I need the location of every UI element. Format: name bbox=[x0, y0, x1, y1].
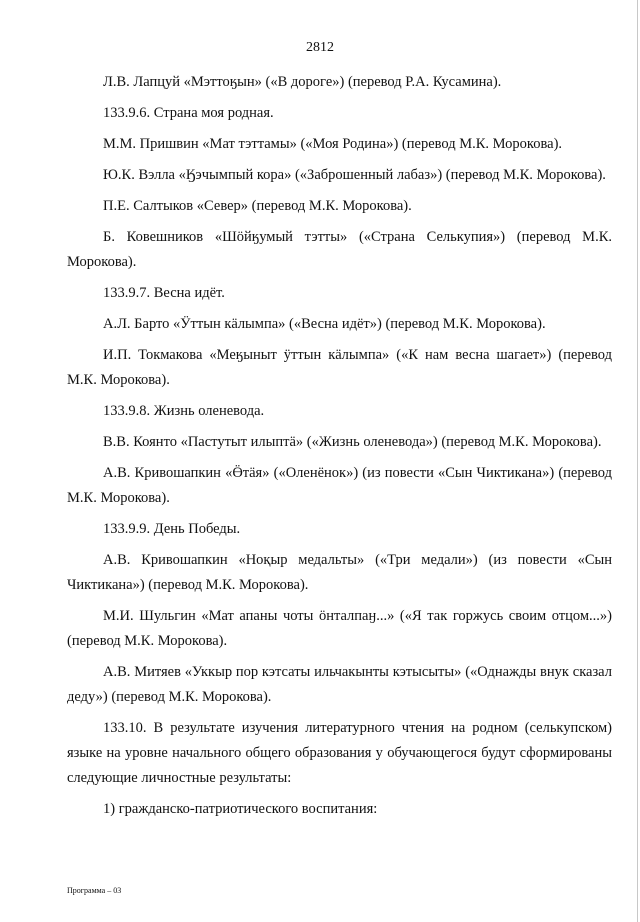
section-heading: 133.9.7. Весна идёт. bbox=[103, 285, 225, 301]
paragraph: А.В. Митяев «Уккыр пор кэтсаты ильчакынты кэтысыты» («Однажды внук сказал деду») (перевод М.К. Морокова). bbox=[67, 664, 612, 705]
paragraph: Б. Ковешников «Шӧйӄумый тэтты» («Страна Селькупия») (перевод М.К. Морокова). bbox=[67, 229, 612, 270]
paragraph: А.Л. Барто «Ӱттын кӓлымпа» («Весна идёт») (перевод М.К. Морокова). bbox=[103, 316, 546, 332]
footer-label: Программа – 03 bbox=[67, 886, 122, 895]
paragraph: 133.10. В результате изучения литературного чтения на родном (селькупском) языке на уровне начального общего образования у обучающегося будут сформированы следующие личностные результаты: bbox=[67, 720, 612, 786]
paragraph: А.В. Кривошапкин «Ӫтӓя» («Оленёнок») (из повести «Сын Чиктикана») (перевод М.К. Морокова). bbox=[67, 465, 612, 506]
paragraph: П.Е. Салтыков «Север» (перевод М.К. Морокова). bbox=[103, 198, 412, 214]
document-body bbox=[67, 70, 612, 828]
paragraph: М.И. Шульгин «Мат апаны чоты ӧнталпаӈ...» («Я так горжусь своим отцом...») (перевод М.К. Морокова). bbox=[67, 608, 612, 649]
paragraph: Л.В. Лапцуй «Мэттоӄын» («В дороге») (перевод Р.А. Кусамина). bbox=[103, 74, 502, 90]
list-item: 1) гражданско-патриотического воспитания: bbox=[103, 801, 378, 817]
paragraph: А.В. Кривошапкин «Ноқыр медальты» («Три медали») (из повести «Сын Чиктикана») (перевод М.К. Морокова). bbox=[67, 552, 612, 593]
section-heading: 133.9.9. День Победы. bbox=[103, 521, 241, 537]
paragraph: И.П. Токмакова «Меӄыныт ӱттын кӓлымпа» («К нам весна шагает») (перевод М.К. Морокова). bbox=[67, 347, 612, 388]
section-heading: 133.9.8. Жизнь оленевода. bbox=[103, 403, 265, 419]
paragraph: Ю.К. Вэлла «Ӄэчымпый кора» («Заброшенный лабаз») (перевод М.К. Морокова). bbox=[103, 167, 606, 183]
section-heading: 133.9.6. Страна моя родная. bbox=[103, 105, 274, 121]
page-number: 2812 bbox=[306, 40, 334, 55]
paragraph: В.В. Коянто «Пастутыт илыптӓ» («Жизнь оленевода») (перевод М.К. Морокова). bbox=[103, 434, 602, 450]
paragraph: М.М. Пришвин «Мат тэттамы» («Моя Родина») (перевод М.К. Морокова). bbox=[103, 136, 563, 152]
page-edge-line bbox=[637, 0, 638, 922]
